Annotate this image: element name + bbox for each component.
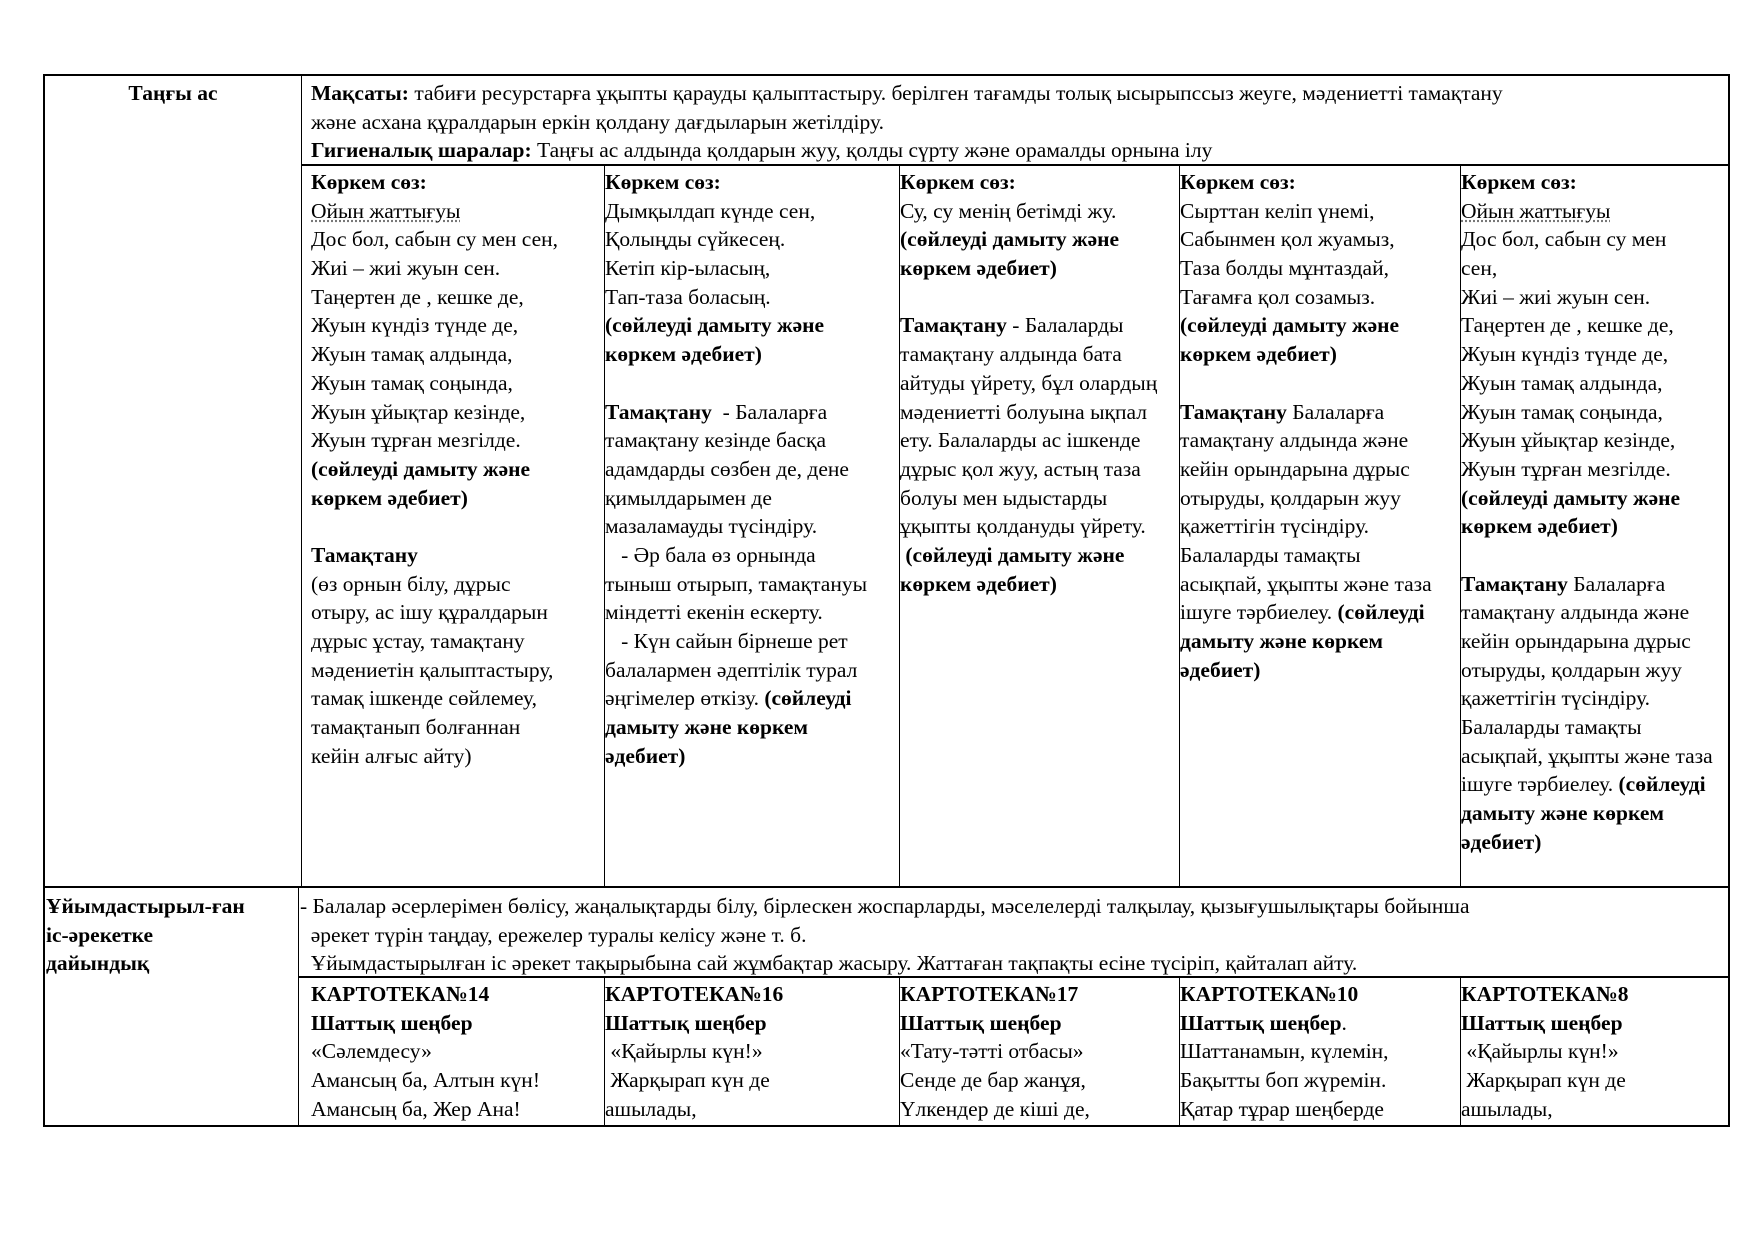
learning-area: (сөйлеуді дамыту және bbox=[311, 456, 531, 481]
poem-line: Жуын ұйықтар кезінде, bbox=[311, 399, 526, 424]
learning-area: әдебиет) bbox=[1180, 657, 1261, 682]
card-line: «Қайырлы күн!» bbox=[1461, 1039, 1619, 1064]
poem-line: Жуын тұрған мезгілде. bbox=[311, 428, 521, 453]
prep-title-line: іс-әрекетке bbox=[46, 922, 154, 947]
breakfast-day-3 bbox=[900, 168, 1179, 598]
eating-line: балалармен әдептілік турал bbox=[605, 657, 858, 682]
poem-line: Жуын ұйықтар кезінде, bbox=[1461, 428, 1676, 453]
eating-heading: Тамақтану bbox=[900, 313, 1007, 338]
goal-text-2: және асхана құралдарын еркін қолдану дағдыларын жетілдіру. bbox=[311, 109, 884, 134]
joy-circle-heading: Шаттық шеңбер bbox=[900, 1010, 1062, 1035]
eating-line: мәдениетін қалыптастыру, bbox=[311, 657, 554, 682]
breakfast-day-4 bbox=[1180, 168, 1460, 684]
label-column-divider-2 bbox=[298, 888, 299, 1125]
row-divider bbox=[43, 886, 1730, 888]
learning-area: көркем әдебиет) bbox=[311, 485, 468, 510]
poem-line: Дос бол, сабын су мен bbox=[1461, 227, 1667, 252]
poem-line: Жуын күндіз түнде де, bbox=[1461, 342, 1669, 367]
eating-line: Балаларды тамақты bbox=[1461, 715, 1642, 740]
poem-line: Қолыңды сүйкесең. bbox=[605, 227, 786, 252]
prep-title-line: Ұйымдастырыл-ған bbox=[46, 894, 245, 918]
card-line: ашылады, bbox=[605, 1096, 697, 1121]
eating-heading: Тамақтану bbox=[605, 399, 712, 424]
artistic-word-heading: Көркем сөз: bbox=[605, 170, 721, 194]
card-line: «Тату-тәтті отбасы» bbox=[900, 1039, 1084, 1064]
poem-line: Жиі – жиі жуын сен. bbox=[311, 256, 501, 281]
eating-line: Балаларға bbox=[1286, 399, 1385, 424]
joy-circle-heading: Шаттық шеңбер bbox=[605, 1010, 767, 1035]
eating-heading: Тамақтану bbox=[1461, 571, 1568, 596]
eating-line: қажеттігін түсіндіру. bbox=[1461, 686, 1651, 711]
prep-title bbox=[46, 892, 298, 978]
eating-line: Балаларды тамақты bbox=[1180, 542, 1361, 567]
learning-area: дамыту және көркем bbox=[605, 715, 809, 740]
eating-line: дұрыс қол жуу, астың таза bbox=[900, 456, 1141, 481]
poem-line: Тап-таза боласың. bbox=[605, 284, 771, 309]
eating-line: асықпай, ұқыпты және таза bbox=[1180, 571, 1432, 596]
learning-area: (сөйлеуді bbox=[1337, 600, 1425, 625]
eating-line: міндетті екенін ескерту. bbox=[605, 600, 823, 625]
learning-area: көркем әдебиет) bbox=[900, 256, 1057, 281]
learning-area: әдебиет) bbox=[1461, 829, 1542, 854]
learning-area: (сөйлеуді дамыту және bbox=[1461, 485, 1681, 510]
eating-line: асықпай, ұқыпты және таза bbox=[1461, 743, 1713, 768]
poem-line: Таңертен де , кешке де, bbox=[1461, 313, 1674, 338]
learning-area: дамыту және көркем bbox=[1180, 629, 1384, 653]
artistic-word-heading: Көркем сөз: bbox=[1461, 170, 1577, 194]
table-border-left bbox=[43, 74, 45, 1127]
eating-line: отыру, ас ішу құралдарын bbox=[311, 600, 548, 625]
poem-line: Жуын тамақ соңында, bbox=[311, 370, 513, 395]
card-day-3 bbox=[900, 980, 1179, 1123]
poem-line: Дымқылдап күнде сен, bbox=[605, 198, 816, 223]
table-border-bottom bbox=[43, 1125, 1730, 1127]
poem-line: Тағамға қол созамыз. bbox=[1180, 284, 1376, 309]
poem-line: Жуын күндіз түнде де, bbox=[311, 313, 519, 338]
poem-line: Сабынмен қол жуамыз, bbox=[1180, 227, 1395, 252]
eating-line: тыныш отырып, тамақтануы bbox=[605, 571, 868, 596]
card-line: Бақытты боп жүремін. bbox=[1180, 1068, 1387, 1093]
poem-line: Жуын тамақ алдында, bbox=[1461, 370, 1663, 395]
card-number: КАРТОТЕКА№10 bbox=[1180, 982, 1359, 1006]
prep-description bbox=[300, 892, 1726, 978]
eating-line: кейін орындарына дұрыс bbox=[1461, 629, 1691, 653]
card-number: КАРТОТЕКА№14 bbox=[311, 982, 490, 1006]
label-column-divider-1 bbox=[301, 74, 302, 886]
breakfast-day-1 bbox=[311, 168, 604, 770]
learning-area: (сөйлеуді дамыту және bbox=[900, 227, 1120, 252]
card-line: Қатар тұрар шеңберде bbox=[1180, 1096, 1384, 1121]
poem-line: Таза болды мұнтаздай, bbox=[1180, 256, 1389, 281]
card-day-2 bbox=[605, 980, 898, 1123]
eating-line: тамақ ішкенде сөйлемеу, bbox=[311, 686, 538, 711]
eating-line: тамақтану кезінде басқа bbox=[605, 428, 827, 453]
breakfast-title: Таңғы ас bbox=[128, 81, 218, 105]
learning-area: әдебиет) bbox=[605, 743, 686, 768]
eating-line: кейін орындарына дұрыс bbox=[1180, 456, 1410, 481]
card-line: Амансың ба, Жер Ана! bbox=[311, 1096, 521, 1121]
poem-line: Сырттан келіп үнемі, bbox=[1180, 198, 1375, 223]
learning-area: (сөйлеуді дамыту және bbox=[605, 313, 825, 338]
card-line: Амансың ба, Алтын күн! bbox=[311, 1068, 540, 1093]
goal-text-1: табиғи ресурстарға ұқыпты қарауды қалыптастыру. берілген тағамды толық ысырыпссыз жеуге, мәдениетті тамақтану bbox=[408, 81, 1503, 105]
eating-line: отыруды, қолдарын жуу bbox=[1180, 485, 1401, 510]
poem-line: Су, су менің бетімді жу. bbox=[900, 198, 1117, 223]
poem-line: Жуын тамақ алдында, bbox=[311, 342, 513, 367]
artistic-word-heading: Көркем сөз: bbox=[900, 170, 1016, 194]
eating-line: қимылдарымен де bbox=[605, 485, 772, 510]
poem-line: Кетіп кір-ыласың, bbox=[605, 256, 771, 281]
card-line: «Сәлемдесу» bbox=[311, 1039, 432, 1064]
eating-line: ұқыпты қолдануды үйрету. bbox=[900, 514, 1146, 539]
poem-line: Таңертен де , кешке де, bbox=[311, 284, 524, 309]
joy-circle-suffix: . bbox=[1341, 1010, 1347, 1035]
hygiene-text: Таңғы ас алдында қолдарын жуу, қолды сүрту және орамалды орнына ілу bbox=[531, 138, 1213, 163]
eating-line: отыруды, қолдарын жуу bbox=[1461, 657, 1682, 682]
prep-text: Ұйымдастырылған іс әрекет тақырыбына сай жұмбақтар жасыру. Жаттаған тақпақты есіне түсіріп, қайталап айту. bbox=[300, 951, 1358, 976]
eating-line: - Күн сайын бірнеше рет bbox=[605, 629, 848, 653]
card-line: Шаттанамын, күлемін, bbox=[1180, 1039, 1389, 1064]
poem-line: сен, bbox=[1461, 256, 1498, 281]
learning-area: (сөйлеуді bbox=[764, 686, 852, 711]
artistic-word-heading: Көркем сөз: bbox=[1180, 170, 1296, 194]
breakfast-day-2 bbox=[605, 168, 898, 770]
joy-circle-heading: Шаттық шеңбер bbox=[1461, 1010, 1623, 1035]
table-border-top bbox=[43, 74, 1730, 76]
eating-line: адамдарды сөзбен де, дене bbox=[605, 456, 849, 481]
breakfast-day-5 bbox=[1461, 168, 1728, 857]
poem-line: Жуын тамақ соңында, bbox=[1461, 399, 1663, 424]
learning-area: көркем әдебиет) bbox=[900, 571, 1057, 596]
card-line: «Қайырлы күн!» bbox=[605, 1039, 763, 1064]
learning-area: көркем әдебиет) bbox=[1180, 342, 1337, 367]
card-day-5 bbox=[1461, 980, 1728, 1123]
card-line: Үлкендер де кіші де, bbox=[900, 1096, 1090, 1121]
card-line: Жарқырап күн де bbox=[1461, 1068, 1626, 1093]
eating-line: тамақтану алдында және bbox=[1461, 600, 1690, 625]
prep-text: әрекет түрін таңдау, ережелер туралы келісу және т. б. bbox=[300, 922, 807, 947]
card-number: КАРТОТЕКА№8 bbox=[1461, 982, 1629, 1006]
eating-line: мазаламауды түсіндіру. bbox=[605, 514, 818, 539]
eating-line: - Балаларға bbox=[711, 399, 828, 424]
learning-area: (сөйлеуді дамыту және bbox=[900, 542, 1125, 567]
learning-area: (сөйлеуді дамыту және bbox=[1180, 313, 1400, 338]
eating-line: әңгімелер өткізу. bbox=[605, 686, 765, 711]
eating-line: тамақтану алдында бата bbox=[900, 342, 1122, 367]
eating-line: - Әр бала өз орнында bbox=[605, 542, 816, 567]
eating-line: (өз орнын білу, дұрыс bbox=[311, 571, 511, 596]
card-line: Сенде де бар жанұя, bbox=[900, 1068, 1086, 1093]
eating-line: тамақтанып болғаннан bbox=[311, 715, 521, 740]
eating-line: қажеттігін түсіндіру. bbox=[1180, 514, 1370, 539]
card-number: КАРТОТЕКА№17 bbox=[900, 982, 1079, 1006]
card-number: КАРТОТЕКА№16 bbox=[605, 982, 784, 1006]
eating-heading: Тамақтану bbox=[311, 542, 418, 567]
prep-text: - Балалар әсерлерімен бөлісу, жаңалықтарды білу, бірлескен жоспарларды, мәселелерді талқылау, қызығушылықтары бойынша bbox=[300, 894, 1470, 918]
eating-line: Балаларға bbox=[1567, 571, 1666, 596]
card-day-1 bbox=[311, 980, 604, 1123]
eating-line: дұрыс ұстау, тамақтану bbox=[311, 629, 525, 653]
card-day-4 bbox=[1180, 980, 1460, 1123]
poem-line: Жуын тұрған мезгілде. bbox=[1461, 456, 1671, 481]
eating-line: кейін алғыс айту) bbox=[311, 743, 472, 768]
eating-line: ету. Балаларды ас ішкенде bbox=[900, 428, 1141, 453]
table-border-right bbox=[1728, 74, 1730, 1127]
poem-line: Дос бол, сабын су мен сен, bbox=[311, 227, 559, 252]
learning-area: дамыту және көркем bbox=[1461, 801, 1665, 826]
learning-area: (сөйлеуді bbox=[1618, 772, 1706, 797]
eating-line: - Балаларды bbox=[1006, 313, 1124, 338]
goal-label: Мақсаты: bbox=[311, 81, 409, 105]
eating-line: тамақтану алдында және bbox=[1180, 428, 1409, 453]
eating-heading: Тамақтану bbox=[1180, 399, 1287, 424]
card-line: ашылады, bbox=[1461, 1096, 1553, 1121]
eating-line: болуы мен ыдыстарды bbox=[900, 485, 1108, 510]
artistic-word-heading: Көркем сөз: bbox=[311, 170, 427, 194]
game-exercise-title: Ойын жаттығуы bbox=[1461, 198, 1611, 223]
joy-circle-heading: Шаттық шеңбер bbox=[1180, 1010, 1342, 1035]
joy-circle-heading: Шаттық шеңбер bbox=[311, 1010, 473, 1035]
eating-line: мәдениетті болуына ықпал bbox=[900, 399, 1147, 424]
eating-line: ішуге тәрбиелеу. bbox=[1180, 600, 1338, 625]
game-exercise-title: Ойын жаттығуы bbox=[311, 198, 461, 223]
card-line: Жарқырап күн де bbox=[605, 1068, 770, 1093]
prep-title-line: дайындық bbox=[46, 951, 150, 976]
eating-line: ішуге тәрбиелеу. bbox=[1461, 772, 1619, 797]
breakfast-goal bbox=[311, 79, 1726, 165]
learning-area: көркем әдебиет) bbox=[1461, 514, 1618, 539]
hygiene-label: Гигиеналық шаралар: bbox=[311, 138, 532, 163]
eating-line: айтуды үйрету, бұл олардың bbox=[900, 370, 1158, 395]
poem-line: Жиі – жиі жуын сен. bbox=[1461, 284, 1651, 309]
learning-area: көркем әдебиет) bbox=[605, 342, 762, 367]
